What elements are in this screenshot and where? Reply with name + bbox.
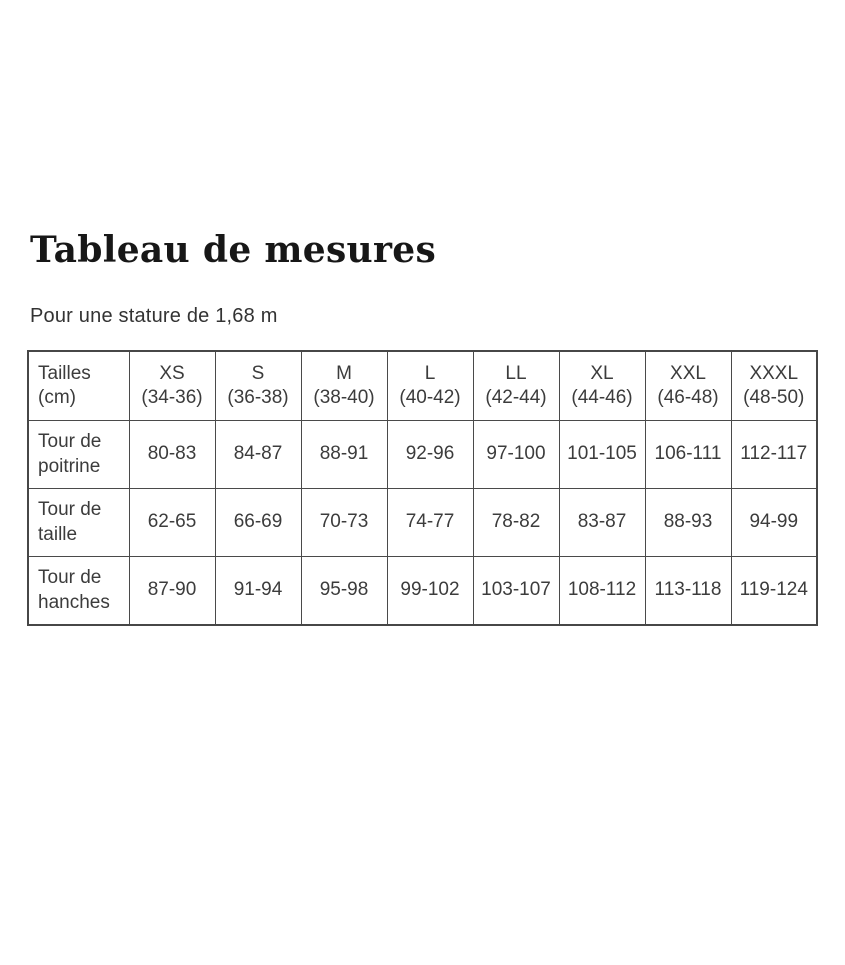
size-column-header — [301, 351, 387, 421]
measurement-cell: 113-118 — [645, 557, 731, 626]
size-column-header — [215, 351, 301, 421]
measurement-cell: 88-91 — [301, 421, 387, 489]
size-range: (40-42) — [399, 387, 461, 408]
size-range: (38-40) — [313, 387, 375, 408]
measurement-cell: 66-69 — [215, 489, 301, 557]
table-row — [28, 557, 817, 626]
measurement-cell: 87-90 — [129, 557, 215, 626]
measurement-cell: 80-83 — [129, 421, 215, 489]
size-range: (46-48) — [657, 387, 719, 408]
size-label: L — [424, 362, 436, 384]
size-label: S — [251, 362, 265, 384]
measurement-cell: 99-102 — [387, 557, 473, 626]
page-title: Tableau de mesures — [30, 229, 437, 271]
measurement-cell: 103-107 — [473, 557, 559, 626]
size-range: (36-38) — [227, 387, 289, 408]
size-column-header — [559, 351, 645, 421]
header-row — [28, 351, 817, 421]
size-column-header — [645, 351, 731, 421]
size-column-header — [129, 351, 215, 421]
size-column-header — [473, 351, 559, 421]
table-body — [28, 421, 817, 626]
measurement-cell: 112-117 — [731, 421, 817, 489]
measurement-cell: 119-124 — [731, 557, 817, 626]
size-label: XXXL — [749, 362, 799, 384]
measurement-cell: 97-100 — [473, 421, 559, 489]
measurement-cell: 70-73 — [301, 489, 387, 557]
corner-header-cell — [28, 351, 129, 421]
measurement-cell: 95-98 — [301, 557, 387, 626]
corner-header-line2: (cm) — [38, 387, 76, 408]
measurement-cell: 101-105 — [559, 421, 645, 489]
size-column-header — [731, 351, 817, 421]
measurement-cell: 83-87 — [559, 489, 645, 557]
measurements-table — [27, 350, 818, 626]
row-label: Tour de poitrine — [28, 421, 129, 489]
size-label: M — [336, 362, 352, 384]
measurement-cell: 62-65 — [129, 489, 215, 557]
measurement-cell: 108-112 — [559, 557, 645, 626]
measurement-cell: 106-111 — [645, 421, 731, 489]
size-range: (42-44) — [485, 387, 547, 408]
page-subtitle: Pour une stature de 1,68 m — [30, 305, 278, 327]
measurement-cell: 88-93 — [645, 489, 731, 557]
size-label: XXL — [670, 362, 706, 384]
measurement-cell: 84-87 — [215, 421, 301, 489]
measurement-cell: 78-82 — [473, 489, 559, 557]
size-label: XS — [159, 362, 185, 384]
measurement-cell: 91-94 — [215, 557, 301, 626]
size-range: (34-36) — [141, 387, 203, 408]
table-row — [28, 421, 817, 489]
row-label: Tour de hanches — [28, 557, 129, 626]
size-range: (48-50) — [743, 387, 805, 408]
measurement-cell: 94-99 — [731, 489, 817, 557]
corner-header-line1: Tailles — [38, 362, 91, 384]
size-label: XL — [590, 362, 614, 384]
table-row — [28, 489, 817, 557]
measurement-cell: 74-77 — [387, 489, 473, 557]
measurement-cell: 92-96 — [387, 421, 473, 489]
size-label: LL — [505, 362, 527, 384]
size-range: (44-46) — [571, 387, 633, 408]
size-column-header — [387, 351, 473, 421]
row-label: Tour de taille — [28, 489, 129, 557]
